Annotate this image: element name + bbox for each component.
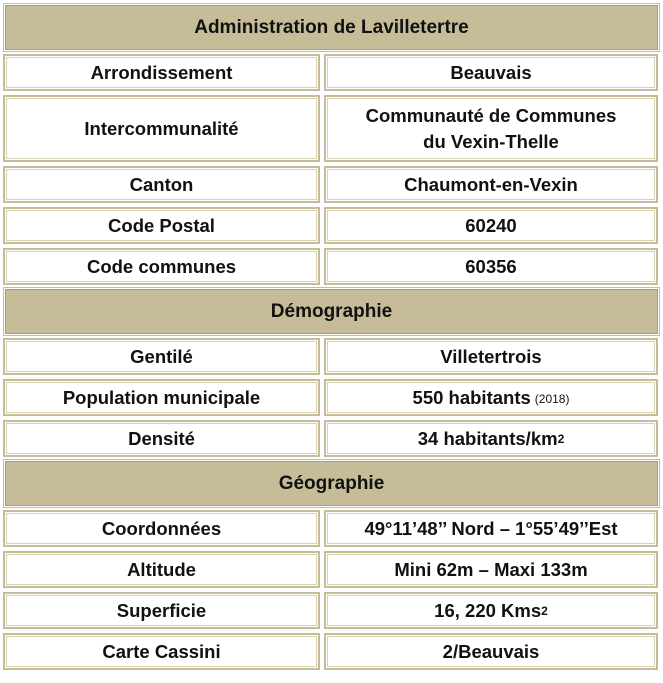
row-value: Villetertrois [324,338,658,375]
row-value: 2/Beauvais [324,633,658,670]
section-header-demographie: Démographie [5,289,658,334]
row-label: Population municipale [3,379,320,416]
row-label: Altitude [3,551,320,588]
row-value: 34 habitants/km 2 [324,420,658,457]
row-value: Mini 62m – Maxi 133m [324,551,658,588]
row-label: Code communes [3,248,320,285]
table-row [3,95,660,162]
row-label: Superficie [3,592,320,629]
table-row [3,551,660,588]
row-value: 60240 [324,207,658,244]
row-label: Densité [3,420,320,457]
value-line: Communauté de Communes [365,104,617,126]
population-year-note: (2018) [534,392,570,407]
row-label: Arrondissement [3,54,320,91]
row-value: 49°11’48’’ Nord – 1°55’49’’Est [324,510,658,547]
row-value [324,95,658,162]
row-value [324,379,658,416]
table-row [3,592,660,629]
row-label: Canton [3,166,320,203]
row-label: Gentilé [3,338,320,375]
area-value: 16, 220 Kms [434,599,542,621]
table-row [3,510,660,547]
row-value: 60356 [324,248,658,285]
table-row [3,166,660,203]
section-header-administration: Administration de Lavilletertre [5,5,658,50]
row-label: Code Postal [3,207,320,244]
table-row [3,338,660,375]
density-value: 34 habitants/km [417,427,558,449]
table-row [3,207,660,244]
table-row [3,248,660,285]
row-label: Coordonnées [3,510,320,547]
row-value: Beauvais [324,54,658,91]
table-row [3,54,660,91]
value-line: du Vexin-Thelle [423,130,559,152]
population-value: 550 habitants [412,386,531,408]
row-label: Carte Cassini [3,633,320,670]
row-label: Intercommunalité [3,95,320,162]
table-row [3,420,660,457]
table-row [3,633,660,670]
section-header-geographie: Géographie [5,461,658,506]
row-value: 16, 220 Kms 2 [324,592,658,629]
table-row [3,379,660,416]
row-value: Chaumont-en-Vexin [324,166,658,203]
